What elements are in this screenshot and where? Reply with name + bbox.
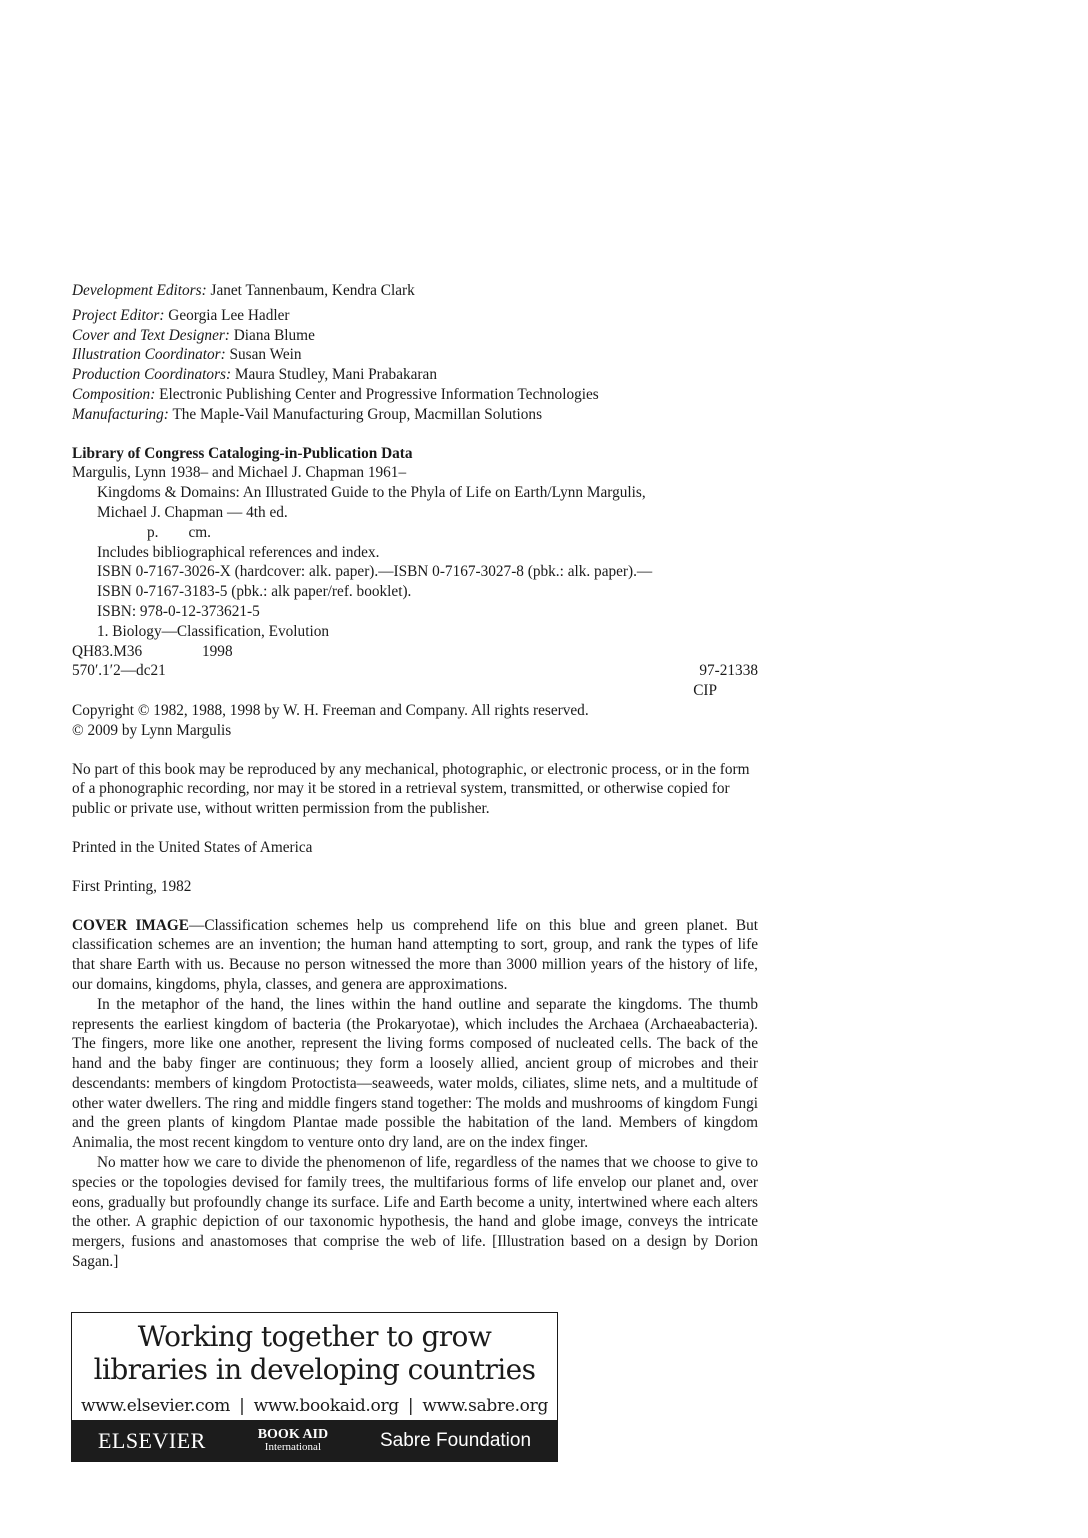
banner-logo-bar [72, 1420, 557, 1461]
cip-lccn: 97-21338 [699, 662, 758, 680]
cover-image-description [72, 916, 758, 1272]
cip-dewey: 570′.1′2—dc21 [72, 662, 166, 680]
credit-project-editor: Project Editor: Georgia Lee Hadler [72, 306, 290, 324]
cip-call-number: QH83.M36 1998 [72, 642, 233, 660]
copyright-page [72, 281, 758, 1272]
credit-production: Production Coordinators: Maura Studley, Mani Prabakaran [72, 366, 437, 384]
cip-isbn1: ISBN 0-7167-3026-X (hardcover: alk. paper).—ISBN 0-7167-3027-8 (pbk.: alk. paper).— [97, 563, 653, 581]
cip-subject: 1. Biology—Classification, Evolution [97, 622, 329, 640]
cip-heading: Library of Congress Cataloging-in-Publication Data [72, 444, 413, 462]
copyright-line2: © 2009 by Lynn Margulis [72, 721, 232, 739]
banner-links: www.elsevier.com | www.bookaid.org | www.sabre.org [80, 1396, 549, 1416]
credit-composition: Composition: Electronic Publishing Center and Progressive Information Technologies [72, 385, 599, 403]
cip-block [72, 444, 758, 701]
cip-title-line1: Kingdoms & Domains: An Illustrated Guide to the Phyla of Life on Earth/Lynn Margulis, [97, 484, 646, 502]
rights-notice: No part of this book may be reproduced by any mechanical, photographic, or electronic process, or in the form of a phonographic recording, nor may it be stored in a retrieval system, transmitted, or otherwise copied for public or private use, without written permission from the publisher. [72, 760, 750, 818]
sabre-foundation-logo: Sabre Foundation [379, 1429, 532, 1451]
cip-bibliography: Includes bibliographical references and index. [97, 543, 380, 561]
link-bookaid[interactable]: www.bookaid.org [253, 1396, 399, 1416]
library-partnership-banner [71, 1312, 558, 1462]
cover-image-label: COVER IMAGE [72, 916, 190, 934]
credits-block [72, 281, 758, 425]
cover-para-3: No matter how we care to divide the phenomenon of life, regardless of the names that we choose to give to species or the topologies devised for family trees, the multifarious forms of life envelop our planet and, over eons, gradually but profoundly change its surface. Life and Earth become a unity, intertwined where each alters the other. A graphic depiction of our taxonomic hypothesis, the hand and globe image, conveys the intricate mergers, fusions and anastomoses that comprise the web of life. [Illustration based on a design by Dorion Sagan.] [72, 1154, 758, 1271]
credit-development-editors: Development Editors: Janet Tannenbaum, Kendra Clark [72, 282, 415, 299]
link-elsevier[interactable]: www.elsevier.com [80, 1396, 231, 1416]
link-sabre[interactable]: www.sabre.org [422, 1396, 549, 1416]
copyright-line1: Copyright © 1982, 1988, 1998 by W. H. Freeman and Company. All rights reserved. [72, 701, 589, 719]
cip-isbn3: ISBN: 978-0-12-373621-5 [97, 602, 260, 620]
cip-label: CIP [693, 682, 717, 700]
cip-dewey-row [72, 661, 758, 681]
cover-para-2: In the metaphor of the hand, the lines within the hand outline and separate the kingdoms. The thumb represents the earliest kingdom of bacteria (the Prokaryotae), which includes the Archaea (Archaeabacteria). The fingers, more like one another, represent the living forms composed of nucleated cells. The back of the hand and the baby finger are continuous; they form a loosely allied, ancient group of microbes and their descendants: members of kingdom Protoctista—seaweeds, water molds, ciliates, slime nets, and a multitude of other water dwellers. The ring and middle fingers stand together: The molds and mushrooms of kingdom Fungi and the green plants of kingdom Plantae made possible the habitation of the land. Members of kingdom Animalia, the most recent kingdom to venture onto dry land, are on the index finger. [72, 995, 758, 1152]
credit-manufacturing: Manufacturing: The Maple-Vail Manufacturing Group, Macmillan Solutions [72, 405, 543, 423]
elsevier-logo: ELSEVIER [97, 1427, 206, 1453]
cip-physical: p. cm. [147, 523, 211, 541]
cip-isbn2: ISBN 0-7167-3183-5 (pbk.: alk paper/ref. booklet). [97, 583, 412, 601]
credit-illustration: Illustration Coordinator: Susan Wein [72, 346, 302, 364]
cover-para-1: COVER IMAGE—Classification schemes help us comprehend life on this blue and green planet. But classification schemes are an invention; the human hand attempting to sort, group, and rank the types of life that share Earth with us. Because no person witnessed the more than 3000 million years of the history of life, our domains, kingdoms, phyla, classes, and genera are approximations. [72, 916, 758, 993]
printed-in: Printed in the United States of America [72, 838, 313, 856]
credit-designer: Cover and Text Designer: Diana Blume [72, 326, 315, 344]
first-printing: First Printing, 1982 [72, 877, 192, 895]
cip-title-line2: Michael J. Chapman — 4th ed. [97, 503, 288, 521]
cip-authors: Margulis, Lynn 1938– and Michael J. Chapman 1961– [72, 464, 407, 482]
banner-headline: Working together to grow libraries in developing countries [93, 1320, 536, 1386]
bookaid-logo: BOOK AID International [257, 1426, 329, 1453]
